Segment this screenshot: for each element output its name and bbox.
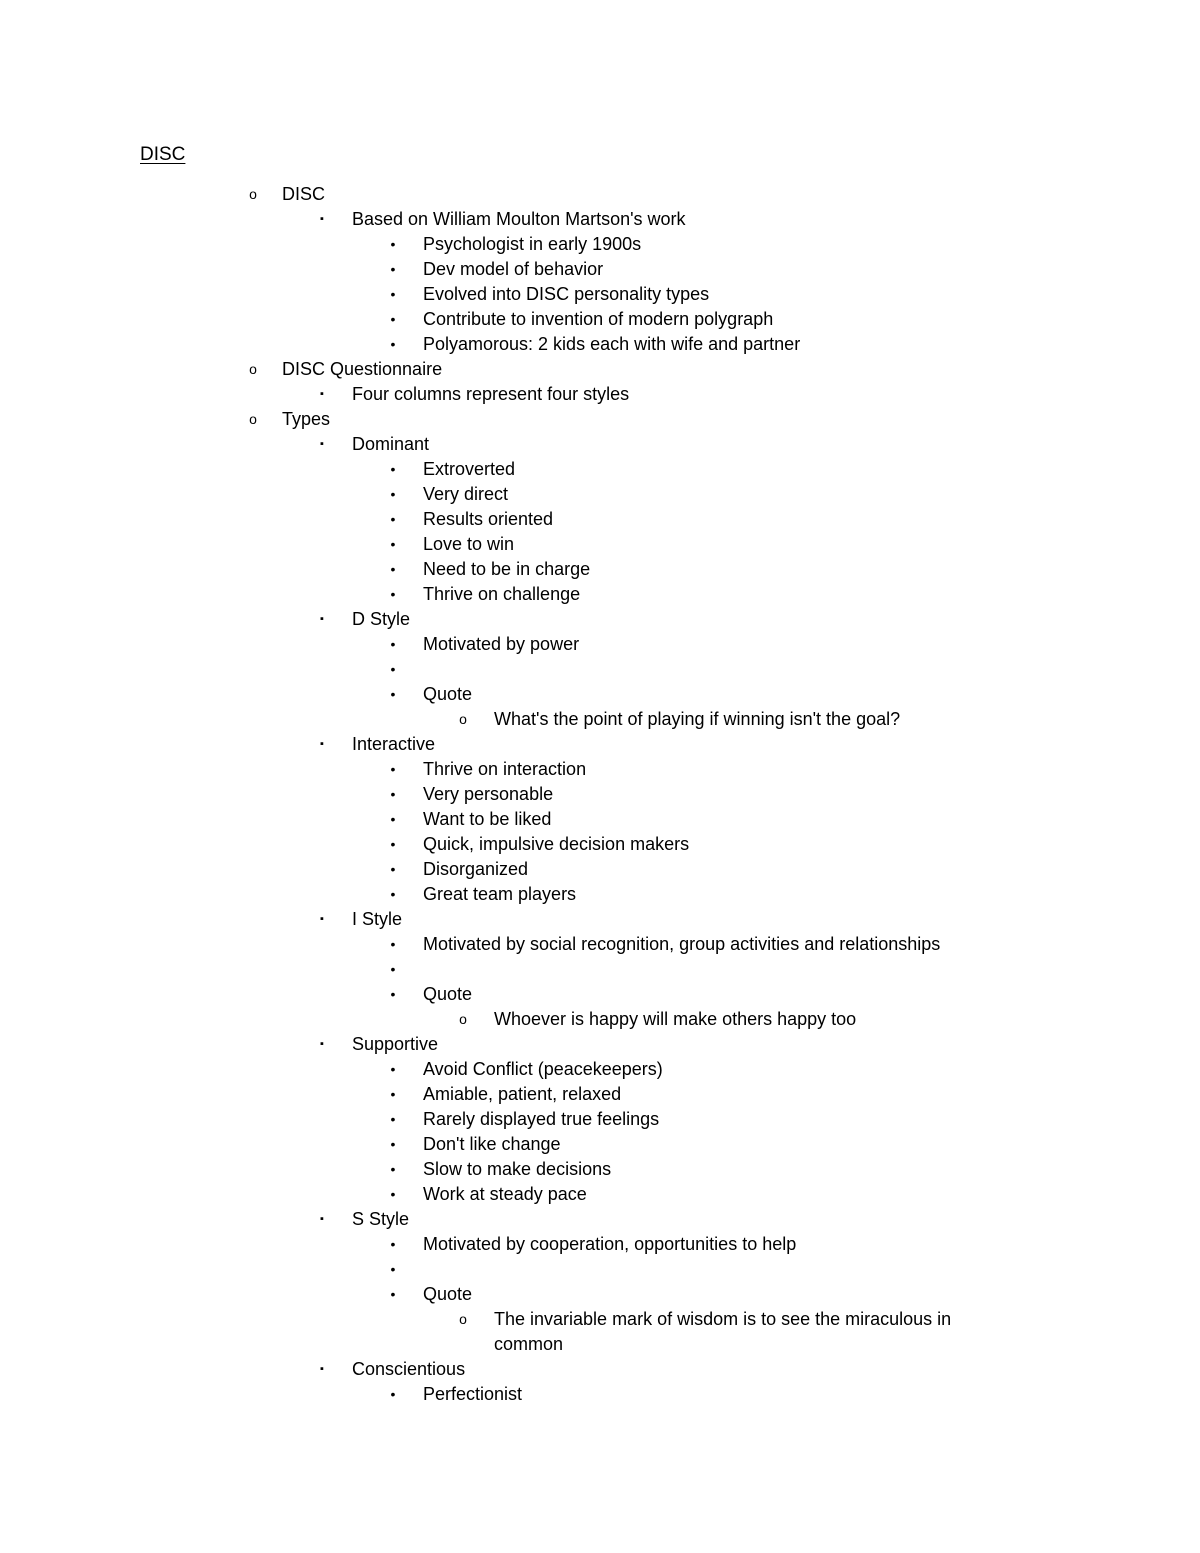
outline-item-text: Quote — [423, 684, 473, 704]
outline-item-level-2 — [0, 432, 1200, 457]
outline-item-text: Extroverted — [423, 459, 516, 479]
bullet-icon: • — [390, 286, 396, 302]
outline-item-level-2 — [0, 1032, 1200, 1057]
outline-item-level-3 — [0, 232, 1200, 257]
outline-item-text: Want to be liked — [423, 809, 552, 829]
outline-item-text: Motivated by power — [423, 634, 580, 654]
outline-item-level-3 — [0, 1182, 1200, 1207]
outline-item-level-3 — [0, 982, 1200, 1007]
outline-item-text: Work at steady pace — [423, 1184, 587, 1204]
outline-item-level-3 — [0, 782, 1200, 807]
bullet-icon: • — [390, 861, 396, 877]
bullet-icon: • — [390, 1286, 396, 1302]
outline-item-level-3 — [0, 832, 1200, 857]
outline-item-text: Quote — [423, 984, 473, 1004]
outline-item-level-3 — [0, 307, 1200, 332]
bullet-icon: • — [390, 686, 396, 702]
bullet-icon: • — [390, 986, 396, 1002]
outline-item-level-3 — [0, 657, 1200, 682]
bullet-icon: • — [390, 1086, 396, 1102]
outline-item-level-3 — [0, 507, 1200, 532]
bullet-icon: • — [390, 786, 396, 802]
outline-item-level-3 — [0, 1132, 1200, 1157]
bullet-icon: • — [390, 936, 396, 952]
outline-item-text: Interactive — [352, 734, 436, 754]
bullet-icon: • — [390, 236, 396, 252]
bullet-icon: • — [390, 1111, 396, 1127]
outline-item-text: Thrive on interaction — [423, 759, 587, 779]
square-bullet-icon: ▪ — [320, 1213, 324, 1225]
outline-item-level-3 — [0, 1157, 1200, 1182]
outline-item-text: Four columns represent four styles — [352, 384, 630, 404]
outline-item-text: Polyamorous: 2 kids each with wife and partner — [423, 334, 801, 354]
outline-item-text: D Style — [352, 609, 411, 629]
bullet-icon: • — [390, 586, 396, 602]
outline-item-level-3 — [0, 1107, 1200, 1132]
outline-item-text: Very direct — [423, 484, 509, 504]
outline-item-level-2 — [0, 1207, 1200, 1232]
outline-item-text: Supportive — [352, 1034, 439, 1054]
outline-item-text: S Style — [352, 1209, 410, 1229]
outline-item-text: Quick, impulsive decision makers — [423, 834, 690, 854]
outline-item-text: Based on William Moulton Martson's work — [352, 209, 686, 229]
bullet-icon: • — [390, 511, 396, 527]
outline-item-text: DISC — [282, 184, 326, 204]
square-bullet-icon: ▪ — [320, 388, 324, 400]
outline-item-text: Quote — [423, 1284, 473, 1304]
outline-item-text: Don't like change — [423, 1134, 561, 1154]
outline-item-text: Motivated by cooperation, opportunities to help — [423, 1234, 797, 1254]
outline-item-text: Contribute to invention of modern polygraph — [423, 309, 774, 329]
outline-item-text: Avoid Conflict (peacekeepers) — [423, 1059, 663, 1079]
outline-item-level-3 — [0, 457, 1200, 482]
outline-item-level-3 — [0, 332, 1200, 357]
outline-item-level-1 — [0, 407, 1200, 432]
outline-item-level-3 — [0, 1057, 1200, 1082]
outline-item-text: Dominant — [352, 434, 430, 454]
outline-item-text: What's the point of playing if winning isn't the goal? — [494, 709, 901, 729]
outline-item-level-3 — [0, 1382, 1200, 1407]
bullet-icon: • — [390, 561, 396, 577]
outline-item-level-3 — [0, 1232, 1200, 1257]
outline-item-level-1 — [0, 357, 1200, 382]
outline-item-text: Rarely displayed true feelings — [423, 1109, 660, 1129]
outline-item-level-3 — [0, 532, 1200, 557]
square-bullet-icon: ▪ — [320, 913, 324, 925]
outline-item-text: Types — [282, 409, 331, 429]
bullet-icon: • — [390, 486, 396, 502]
outline-item-level-3 — [0, 482, 1200, 507]
outline-item-level-3 — [0, 282, 1200, 307]
square-bullet-icon: ▪ — [320, 1363, 324, 1375]
outline-item-text: I Style — [352, 909, 403, 929]
bullet-icon: • — [390, 1061, 396, 1077]
outline-item-level-2 — [0, 382, 1200, 407]
outline-item-text: Psychologist in early 1900s — [423, 234, 642, 254]
outline-item-text: Thrive on challenge — [423, 584, 581, 604]
bullet-icon: • — [390, 536, 396, 552]
outline-item-text: Amiable, patient, relaxed — [423, 1084, 622, 1104]
bullet-icon: • — [390, 761, 396, 777]
outline-item-level-3 — [0, 882, 1200, 907]
outline-item-text: Conscientious — [352, 1359, 466, 1379]
outline-item-level-3 — [0, 582, 1200, 607]
bullet-icon: • — [390, 661, 396, 677]
outline-item-level-3 — [0, 257, 1200, 282]
outline-item-level-4 — [0, 707, 1200, 732]
circle-bullet-icon: o — [249, 411, 257, 427]
circle-bullet-icon: o — [459, 1311, 467, 1327]
outline-item-level-3 — [0, 857, 1200, 882]
outline-item-text: Disorganized — [423, 859, 529, 879]
page-title: DISC — [140, 144, 186, 165]
bullet-icon: • — [390, 836, 396, 852]
outline-item-level-2 — [0, 907, 1200, 932]
outline-item-level-3 — [0, 932, 1200, 957]
bullet-icon: • — [390, 1136, 396, 1152]
circle-bullet-icon: o — [459, 1011, 467, 1027]
square-bullet-icon: ▪ — [320, 438, 324, 450]
outline-item-level-3 — [0, 957, 1200, 982]
outline-item-level-4 — [0, 1307, 1200, 1357]
bullet-icon: • — [390, 1386, 396, 1402]
outline-item-level-3 — [0, 1257, 1200, 1282]
outline-item-text: Very personable — [423, 784, 554, 804]
outline-item-level-3 — [0, 1082, 1200, 1107]
outline-item-level-3 — [0, 807, 1200, 832]
circle-bullet-icon: o — [459, 711, 467, 727]
outline-item-text: Slow to make decisions — [423, 1159, 612, 1179]
bullet-icon: • — [390, 311, 396, 327]
outline-item-level-4 — [0, 1007, 1200, 1032]
outline-item-level-3 — [0, 557, 1200, 582]
outline-item-level-3 — [0, 1282, 1200, 1307]
outline-item-text: The invariable mark of wisdom is to see the miraculous in common — [494, 1309, 952, 1354]
circle-bullet-icon: o — [249, 361, 257, 377]
outline-item-level-3 — [0, 632, 1200, 657]
outline-item-text: Love to win — [423, 534, 515, 554]
bullet-icon: • — [390, 886, 396, 902]
bullet-icon: • — [390, 1186, 396, 1202]
bullet-icon: • — [390, 1161, 396, 1177]
bullet-icon: • — [390, 336, 396, 352]
bullet-icon: • — [390, 461, 396, 477]
outline-item-level-2 — [0, 607, 1200, 632]
outline-item-text: DISC Questionnaire — [282, 359, 443, 379]
bullet-icon: • — [390, 811, 396, 827]
bullet-icon: • — [390, 261, 396, 277]
outline-item-level-1 — [0, 182, 1200, 207]
square-bullet-icon: ▪ — [320, 1038, 324, 1050]
outline-item-level-2 — [0, 732, 1200, 757]
outline-item-text: Great team players — [423, 884, 577, 904]
outline-item-text: Results oriented — [423, 509, 554, 529]
outline-item-text: Perfectionist — [423, 1384, 523, 1404]
bullet-icon: • — [390, 1261, 396, 1277]
bullet-icon: • — [390, 1236, 396, 1252]
outline-item-text: Whoever is happy will make others happy too — [494, 1009, 857, 1029]
outline-item-text: Dev model of behavior — [423, 259, 604, 279]
outline-item-level-2 — [0, 207, 1200, 232]
bullet-icon: • — [390, 636, 396, 652]
square-bullet-icon: ▪ — [320, 613, 324, 625]
square-bullet-icon: ▪ — [320, 213, 324, 225]
outline-item-level-3 — [0, 757, 1200, 782]
bullet-icon: • — [390, 961, 396, 977]
circle-bullet-icon: o — [249, 186, 257, 202]
outline-item-text: Evolved into DISC personality types — [423, 284, 710, 304]
outline-item-level-2 — [0, 1357, 1200, 1382]
outline-item-text: Need to be in charge — [423, 559, 591, 579]
square-bullet-icon: ▪ — [320, 738, 324, 750]
outline-item-text: Motivated by social recognition, group activities and relationships — [423, 934, 941, 954]
outline-item-level-3 — [0, 682, 1200, 707]
